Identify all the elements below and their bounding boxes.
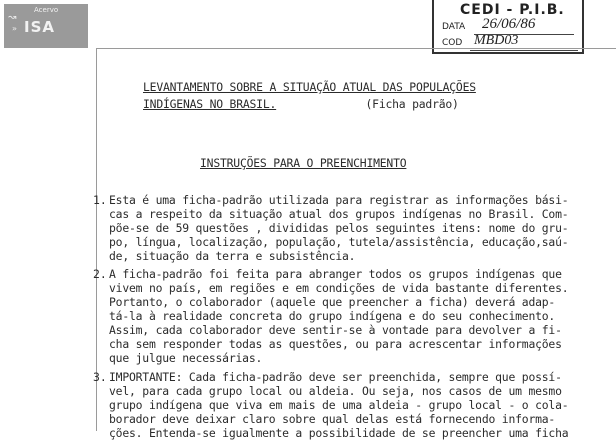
stamp-title: CEDI - P.I.B. [460,2,565,18]
stamp-cod-underline [470,50,578,51]
item-number: 2. [93,267,107,281]
stamp-cod-label: COD [442,38,463,48]
logo-text-isa: ISA [24,18,55,36]
stamp-date-label: DATA [442,22,466,32]
list-item-line: cha sem responder todas as questões, ou para acrescentar informações [109,337,562,351]
archive-stamp [432,0,584,54]
stamp-cod-value: MBD03 [474,33,519,48]
list-item-line: ções. Entenda-se igualmente a possibilidade de se preencher uma ficha [109,426,569,440]
list-item-line: Portanto, o colaborador (aquele que preencher a ficha) deverá adap- [109,295,556,309]
list-item-line: Esta é uma ficha-padrão utilizada para registrar as informações bási- [109,193,569,207]
list-item-line: tá-la à realidade concreta do grupo indígena e do seu conhecimento. [109,309,556,323]
list-item-line: po, língua, localização, população, tutela/assistência, educação,saú- [109,235,569,249]
list-item-line: A ficha-padrão foi feita para abranger todos os grupos indígenas que [109,267,562,281]
item-number: 3. [93,370,107,384]
list-item-line: põe-se de 59 questões , divididas pelos seguintes itens: nome do gru- [109,221,569,235]
list-item-line: de, situação da terra e subsistência. [109,249,356,263]
page-top-border [96,48,616,49]
document-title-line1: LEVANTAMENTO SOBRE A SITUAÇÃO ATUAL DAS POPULAÇÕES [143,80,476,94]
list-item-line: vivem no país, em regiões e em condições de vida bastante diferentes. [109,281,569,295]
list-item-line: borador deve deixar claro sobre qual delas está fornecendo informa- [109,412,556,426]
logo-text-acervo: Acervo [34,6,59,14]
list-item-line: grupo indígena que viva em mais de uma aldeia - grupo local - o cola- [109,398,569,412]
document-title-line2: INDÍGENAS NO BRASIL. [143,97,277,111]
item-number: 1. [93,193,107,207]
acervo-isa-logo [4,4,88,48]
list-item-line: Assim, cada colaborador deve sentir-se à vontade para devolver a fi- [109,323,562,337]
logo-arrow-icon: » [12,24,17,33]
list-item-line: IMPORTANTE: Cada ficha-padrão deve ser preenchida, sempre que possí- [109,370,562,384]
section-title: INSTRUÇÕES PARA O PREENCHIMENTO [200,156,407,170]
list-item-line: cas a respeito da situação atual dos grupos indígenas no Brasil. Com- [109,207,569,221]
stamp-date-value: 26/06/86 [482,16,536,32]
document-title-line2-row [143,97,459,111]
document-subtitle: (Ficha padrão) [365,97,459,111]
logo-mark-icon: ↝ [8,12,17,23]
list-item-line: que julgue necessárias. [109,351,263,365]
list-item-line: vel, para cada grupo local ou aldeia. Ou seja, nos casos de um mesmo [109,384,562,398]
